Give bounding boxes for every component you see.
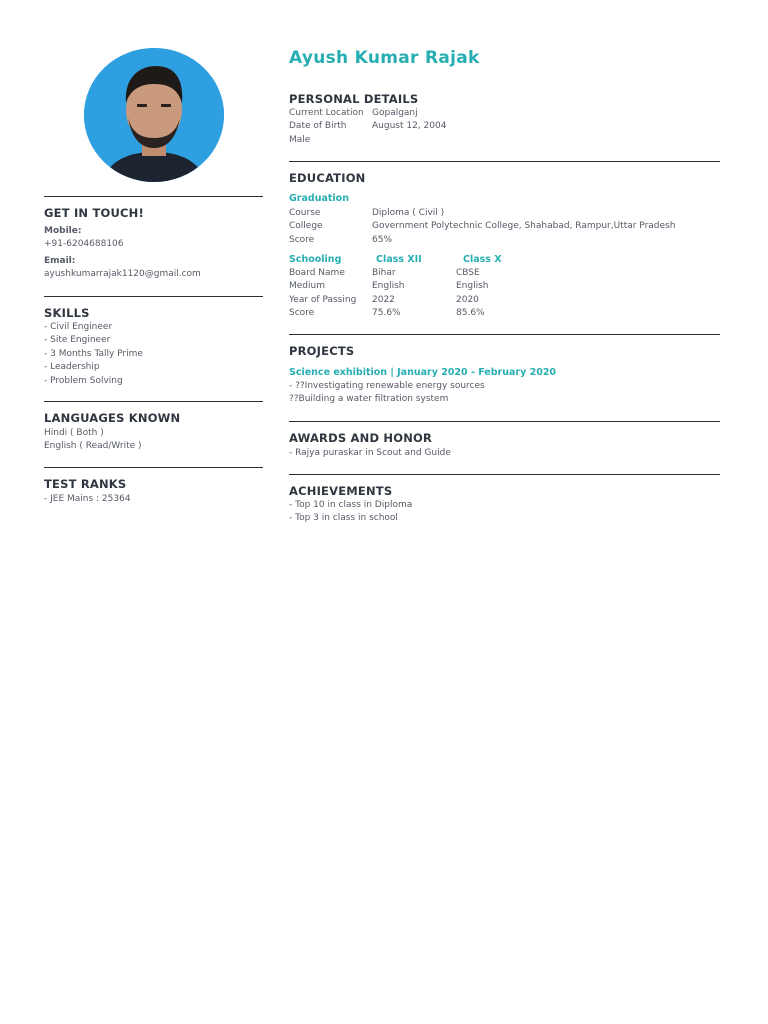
project-title: Science exhibition | January 2020 - February 2020 [289, 367, 557, 378]
class-xii-header: Class XII [376, 254, 422, 265]
table-row [289, 307, 489, 320]
mobile-number[interactable]: +91-6204688106 [44, 239, 124, 249]
graduation-table [289, 207, 675, 247]
list-item: Hindi ( Both ) [44, 428, 104, 438]
row-label: Course [289, 208, 321, 218]
table-row [289, 120, 446, 133]
candidate-name: Ayush Kumar Rajak [289, 48, 480, 68]
achievements-list [289, 499, 412, 526]
personal-details-heading: PERSONAL DETAILS [289, 92, 419, 106]
table-row [289, 234, 675, 247]
table-row [289, 294, 489, 307]
education-heading: EDUCATION [289, 171, 366, 185]
schooling-label: Schooling [289, 254, 342, 265]
skills-heading: SKILLS [44, 306, 90, 320]
row-label: Year of Passing [289, 294, 357, 305]
list-item: - Problem Solving [44, 375, 123, 386]
languages-list [44, 427, 142, 454]
list-item: - Rajya puraskar in Scout and Guide [289, 448, 451, 458]
schooling-table [289, 267, 489, 321]
projects-heading: PROJECTS [289, 344, 355, 358]
row-label: Current Location [289, 108, 364, 118]
person-portrait-icon [84, 48, 224, 182]
table-row [289, 267, 489, 280]
schooling-header [289, 254, 502, 265]
row-value: 85.6% [456, 308, 485, 319]
list-item: ??Building a water filtration system [289, 394, 449, 405]
table-row [289, 107, 446, 120]
awards-list [289, 447, 451, 460]
divider [289, 161, 720, 162]
list-item: - ??Investigating renewable energy sources [289, 381, 485, 391]
row-value: 65% [372, 234, 393, 245]
row-label: Score [289, 234, 315, 245]
row-value: Diploma ( Civil ) [372, 208, 445, 218]
list-item: - JEE Mains : 25364 [44, 494, 131, 504]
list-item: - Civil Engineer [44, 322, 113, 332]
table-row [289, 280, 489, 293]
divider [44, 467, 263, 468]
divider [289, 421, 720, 422]
email-label: Email: [44, 256, 76, 266]
row-value: 2020 [456, 294, 479, 305]
row-value: August 12, 2004 [372, 121, 447, 132]
table-row [289, 207, 675, 220]
list-item: - Site Engineer [44, 335, 111, 346]
personal-details-table [289, 107, 446, 147]
row-label: Male [289, 134, 311, 145]
row-value: Government Polytechnic College, Shahabad, Rampur,Uttar Pradesh [372, 221, 676, 232]
row-value: 75.6% [372, 308, 401, 319]
test-ranks-heading: TEST RANKS [44, 477, 127, 491]
list-item: - Leadership [44, 362, 100, 373]
table-row [289, 134, 446, 147]
mobile-label: Mobile: [44, 226, 82, 236]
row-value: CBSE [456, 268, 480, 278]
row-label: Medium [289, 281, 325, 292]
row-label: College [289, 221, 323, 232]
list-item: English ( Read/Write ) [44, 441, 142, 452]
table-row [289, 220, 675, 233]
class-x-header: Class X [463, 254, 502, 265]
test-ranks-list [44, 493, 131, 506]
list-item: - Top 10 in class in Diploma [289, 500, 413, 510]
email-address[interactable]: ayushkumarrajak1120@gmail.com [44, 269, 201, 279]
row-label: Board Name [289, 268, 345, 278]
languages-heading: LANGUAGES KNOWN [44, 411, 181, 425]
divider [289, 474, 720, 475]
divider [44, 296, 263, 297]
row-value: 2022 [372, 294, 395, 305]
awards-heading: AWARDS AND HONOR [289, 431, 433, 445]
row-value: English [372, 281, 405, 292]
row-value: English [456, 281, 489, 292]
list-item: - 3 Months Tally Prime [44, 348, 143, 359]
contact-heading: GET IN TOUCH! [44, 206, 144, 220]
skills-list [44, 321, 143, 388]
project-details [289, 380, 485, 407]
row-value: Bihar [372, 268, 396, 278]
divider [44, 401, 263, 402]
row-label: Score [289, 308, 315, 319]
divider [44, 196, 263, 197]
achievements-heading: ACHIEVEMENTS [289, 484, 393, 498]
profile-photo [84, 48, 224, 182]
graduation-label: Graduation [289, 193, 349, 204]
row-label: Date of Birth [289, 121, 347, 132]
list-item: - Top 3 in class in school [289, 513, 398, 524]
row-value: Gopalganj [372, 108, 418, 118]
divider [289, 334, 720, 335]
